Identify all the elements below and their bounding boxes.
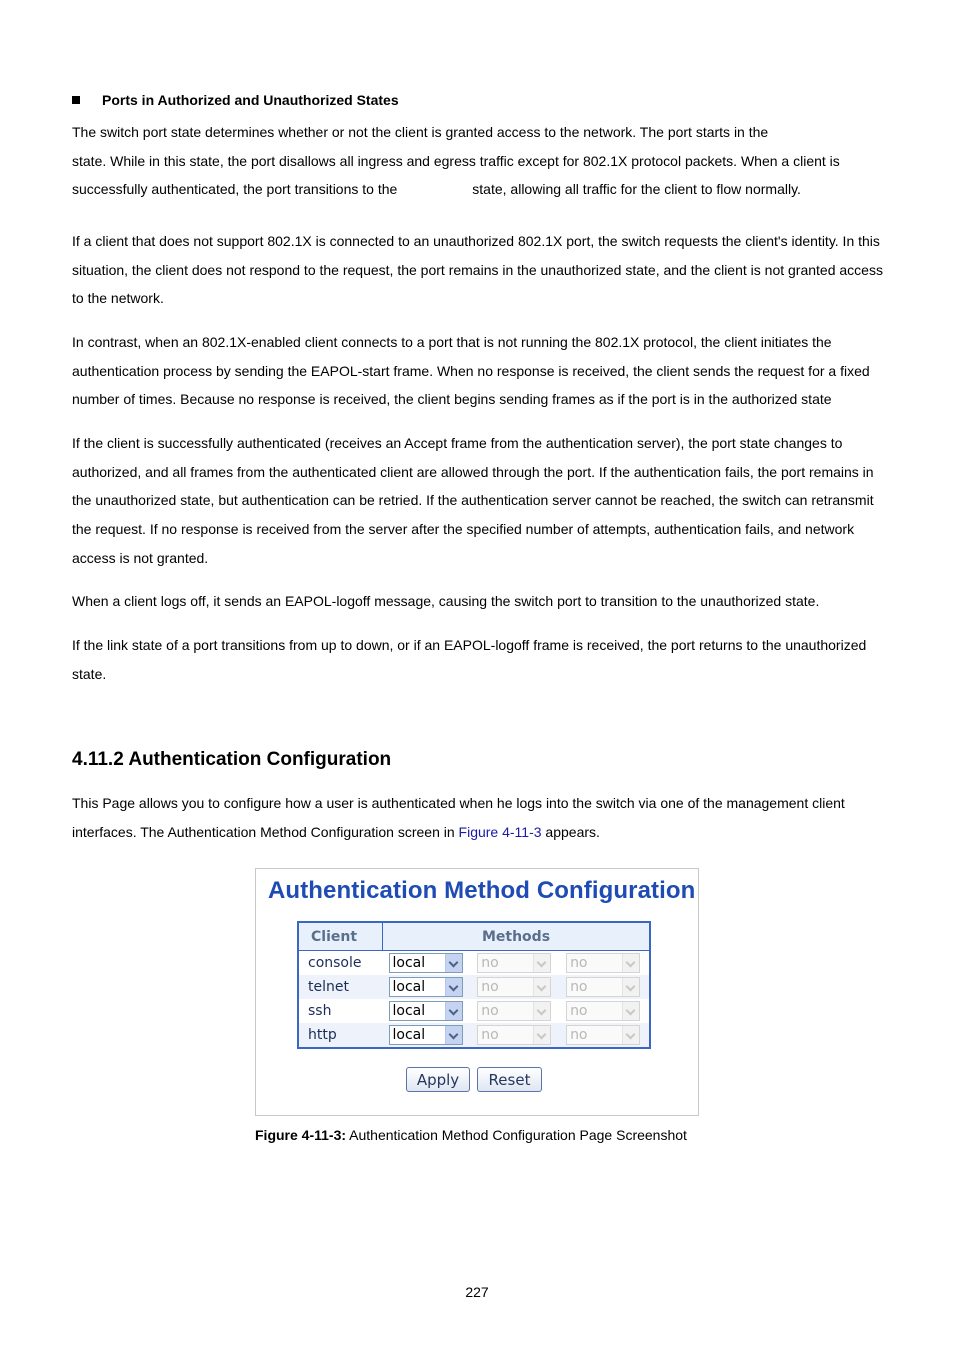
method-3-select bbox=[566, 1025, 640, 1045]
method-2-value: no bbox=[481, 1027, 499, 1043]
method-3-select bbox=[566, 977, 640, 997]
intro-paragraph bbox=[72, 789, 884, 846]
method-1-value: local bbox=[392, 1027, 426, 1043]
figure-title: Authentication Method Configuration bbox=[268, 877, 696, 904]
chevron-down-icon[interactable] bbox=[445, 954, 462, 972]
table-row bbox=[298, 975, 650, 999]
client-name: console bbox=[298, 951, 383, 976]
method-2-cell bbox=[471, 975, 560, 999]
method-3-select bbox=[566, 1001, 640, 1021]
method-1-cell bbox=[383, 1023, 472, 1048]
client-name: telnet bbox=[298, 975, 383, 999]
chevron-down-icon bbox=[622, 978, 639, 996]
paragraph-2: If a client that does not support 802.1X is connected to an unauthorized 802.1X port, the switch requests the client's identity. In this situation, the client does not respond to the request, the port remains in the unauthorized state, and the client is not granted access to the network. bbox=[72, 233, 883, 307]
intro-text-end: appears. bbox=[541, 823, 600, 840]
method-1-value: local bbox=[392, 955, 426, 971]
bullet-heading-text: Ports in Authorized and Unauthorized States bbox=[102, 92, 399, 108]
intro-text: This Page allows you to configure how a user is authenticated when he logs into the switch via one of the management client interfaces. The Authentication Method Configuration screen in bbox=[72, 795, 845, 840]
method-3-select bbox=[566, 953, 640, 973]
paragraph-4: If the client is successfully authenticated (receives an Accept frame from the authentication server), the port state changes to authorized, and all frames from the authenticated client are allowed through the port. If the authentication fails, the port remains in the unauthorized state, but authentication can be retried. If the authentication server cannot be reached, the switch can retransmit the request. If no response is received from the server after the specified number of attempts, authentication fails, and network access is not granted. bbox=[72, 435, 874, 566]
method-1-select[interactable] bbox=[389, 1001, 463, 1021]
method-2-select bbox=[477, 977, 551, 997]
table-row bbox=[298, 951, 650, 976]
chevron-down-icon bbox=[533, 1002, 550, 1020]
header-client: Client bbox=[298, 922, 383, 951]
paragraph-1 bbox=[72, 118, 884, 204]
method-3-cell bbox=[560, 1023, 650, 1048]
method-1-cell bbox=[383, 999, 472, 1023]
chevron-down-icon[interactable] bbox=[445, 978, 462, 996]
method-2-value: no bbox=[481, 955, 499, 971]
method-3-value: no bbox=[570, 1003, 588, 1019]
table-header-row bbox=[298, 922, 650, 951]
section-title: 4.11.2 Authentication Configuration bbox=[72, 749, 392, 770]
chevron-down-icon[interactable] bbox=[445, 1026, 462, 1044]
bullet-heading bbox=[72, 92, 399, 108]
method-1-cell bbox=[383, 951, 472, 976]
header-methods: Methods bbox=[383, 922, 651, 951]
method-2-cell bbox=[471, 951, 560, 976]
method-1-select[interactable] bbox=[389, 1025, 463, 1045]
table-row bbox=[298, 1023, 650, 1048]
apply-button[interactable]: Apply bbox=[406, 1067, 470, 1092]
caption-text: Authentication Method Configuration Page Screenshot bbox=[346, 1127, 687, 1143]
method-1-select[interactable] bbox=[389, 953, 463, 973]
method-1-cell bbox=[383, 975, 472, 999]
chevron-down-icon[interactable] bbox=[445, 1002, 462, 1020]
method-1-value: local bbox=[392, 1003, 426, 1019]
method-3-value: no bbox=[570, 979, 588, 995]
chevron-down-icon bbox=[622, 1002, 639, 1020]
method-2-value: no bbox=[481, 979, 499, 995]
method-2-select bbox=[477, 953, 551, 973]
p1-line-2: state. While in this state, the port disallows all ingress and egress traffic except for 802.1X protocol packets. When a client is bbox=[72, 152, 840, 169]
figure-caption bbox=[255, 1127, 687, 1143]
auth-method-table bbox=[297, 921, 651, 1049]
p1-line-3a: successfully authenticated, the port transitions to the bbox=[72, 181, 398, 198]
reset-button[interactable]: Reset bbox=[477, 1067, 542, 1092]
method-2-select bbox=[477, 1001, 551, 1021]
caption-label: Figure 4-11-3: bbox=[255, 1127, 347, 1143]
p1-line-3b: state, allowing all traffic for the client to flow normally. bbox=[472, 181, 801, 198]
client-name: http bbox=[298, 1023, 383, 1048]
method-2-select bbox=[477, 1025, 551, 1045]
table-row bbox=[298, 999, 650, 1023]
method-3-cell bbox=[560, 999, 650, 1023]
method-3-cell bbox=[560, 951, 650, 976]
paragraph-5: When a client logs off, it sends an EAPOL-logoff message, causing the switch port to transition to the unauthorized state. bbox=[72, 593, 820, 609]
method-2-cell bbox=[471, 1023, 560, 1048]
chevron-down-icon bbox=[622, 954, 639, 972]
client-name: ssh bbox=[298, 999, 383, 1023]
chevron-down-icon bbox=[533, 954, 550, 972]
method-2-value: no bbox=[481, 1003, 499, 1019]
chevron-down-icon bbox=[533, 978, 550, 996]
paragraph-6: If the link state of a port transitions from up to down, or if an EAPOL-logoff frame is received, the port returns to the unauthorized state. bbox=[72, 637, 867, 682]
square-bullet-icon bbox=[72, 96, 80, 104]
method-3-value: no bbox=[570, 955, 588, 971]
method-2-cell bbox=[471, 999, 560, 1023]
figure-link[interactable]: Figure 4-11-3 bbox=[458, 823, 542, 840]
chevron-down-icon bbox=[533, 1026, 550, 1044]
p1-line-1: The switch port state determines whether or not the client is granted access to the network. The port starts in the bbox=[72, 124, 769, 140]
paragraph-3: In contrast, when an 802.1X-enabled client connects to a port that is not running the 802.1X protocol, the client initiates the authentication process by sending the EAPOL-start frame. When no response is received, the client sends the request for a fixed number of times. Because no response is received, the client begins sending frames as if the port is in the authorized state bbox=[72, 334, 870, 408]
chevron-down-icon bbox=[622, 1026, 639, 1044]
method-1-value: local bbox=[392, 979, 426, 995]
method-3-cell bbox=[560, 975, 650, 999]
page-number: 227 bbox=[465, 1284, 489, 1300]
method-3-value: no bbox=[570, 1027, 588, 1043]
figure-screenshot bbox=[255, 868, 699, 1116]
method-1-select[interactable] bbox=[389, 977, 463, 997]
